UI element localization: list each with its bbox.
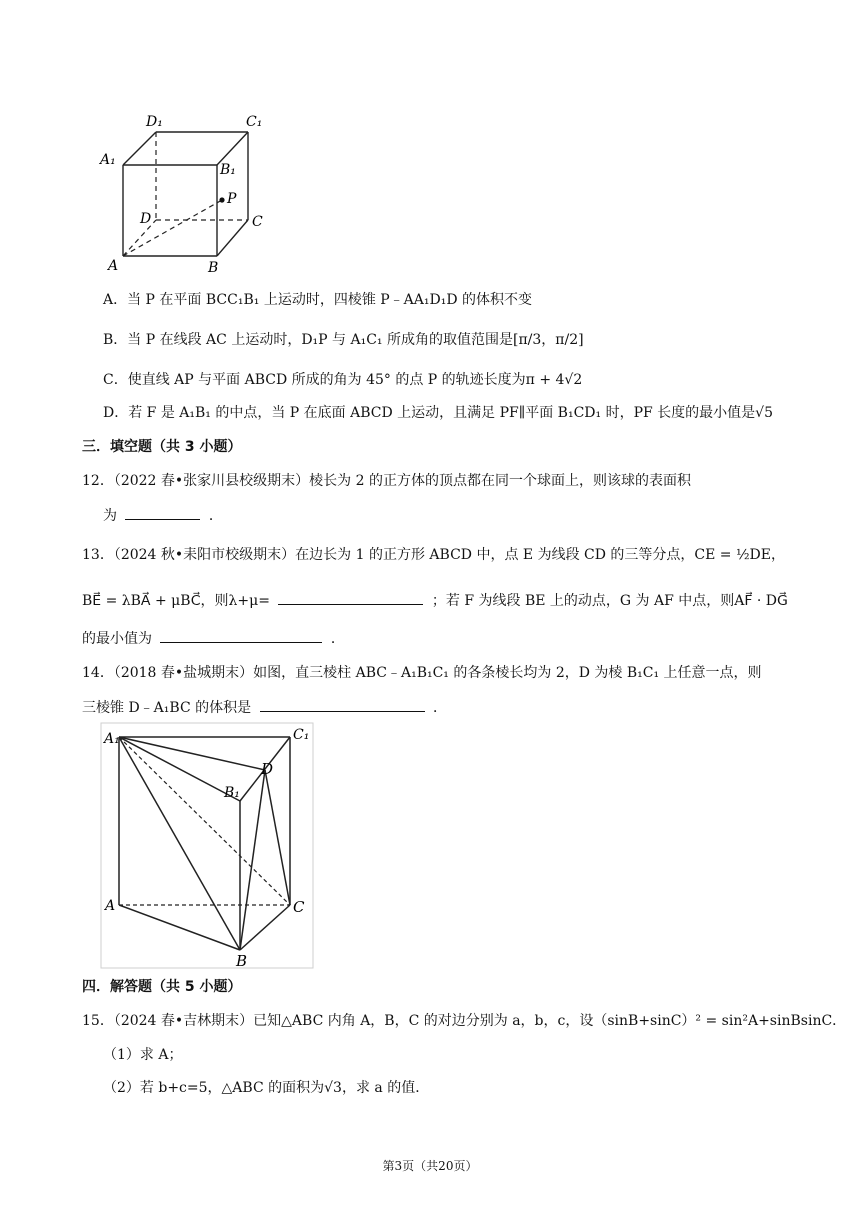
q13-line3-pre: 的最小值为 — [82, 631, 152, 647]
cube-figure — [96, 108, 276, 278]
prism-figure — [100, 722, 315, 970]
label-P: P — [227, 191, 237, 207]
label-B: B — [208, 260, 219, 276]
q15-sub2: （2）若 b+c=5，△ABC 的面积为√3，求 a 的值． — [103, 1080, 430, 1096]
label-B1: B₁ — [220, 162, 236, 178]
q12-suffix: ． — [208, 508, 223, 524]
q11-option-b: B．当 P 在线段 AC 上运动时，D₁P 与 A₁C₁ 所成角的取值范围是[π/3，π/2] — [103, 332, 584, 348]
q12-answer-blank[interactable] — [125, 505, 200, 520]
q11-option-a: A．当 P 在平面 BCC₁B₁ 上运动时，四棱锥 P﹣AA₁D₁D 的体积不变 — [103, 292, 533, 308]
q13-line2-a: BE⃗ = λBA⃗ + μBC⃗，则λ+μ= — [82, 593, 270, 609]
label-A: A — [105, 898, 116, 914]
section-4-heading: 四．解答题（共 5 小题） — [82, 979, 242, 995]
q14-answer-blank[interactable] — [260, 697, 425, 712]
q14-prefix: 三棱锥 D﹣A₁BC 的体积是 — [82, 700, 252, 716]
label-D: D — [261, 760, 274, 778]
label-D1: D₁ — [146, 114, 163, 130]
label-C1: C₁ — [293, 727, 310, 743]
q13-line1: 13．（2024 秋•耒阳市校级期末）在边长为 1 的正方形 ABCD 中，点 E 为线段 CD 的三等分点，CE = ½DE， — [82, 547, 785, 563]
label-A1: A₁ — [104, 731, 120, 747]
q15-line1: 15．（2024 春•吉林期末）已知△ABC 内角 A，B，C 的对边分别为 a，b，c，设（sinB+sinC）² = sin²A+sinBsinC． — [82, 1013, 847, 1029]
label-B: B — [236, 952, 248, 970]
q11-option-c: C．使直线 AP 与平面 ABCD 所成的角为 45° 的点 P 的轨迹长度为π + 4√2 — [103, 372, 583, 388]
q12-line2 — [103, 505, 223, 526]
label-C: C — [252, 214, 263, 230]
label-C: C — [293, 898, 305, 916]
page-footer: 第3页（共20页） — [382, 1159, 478, 1173]
label-B1: B₁ — [224, 785, 240, 801]
q13-line3 — [82, 628, 345, 649]
label-D: D — [140, 211, 152, 227]
q12-prefix: 为 — [103, 508, 117, 524]
q14-line1: 14．（2018 春•盐城期末）如图，直三棱柱 ABC﹣A₁B₁C₁ 的各条棱长均为 2，D 为棱 B₁C₁ 上任意一点，则 — [82, 665, 762, 681]
q13-line2-b: ；若 F 为线段 BE 上的动点，G 为 AF 中点，则AF⃗ · DG⃗ — [431, 593, 788, 609]
q14-suffix: ． — [433, 700, 448, 716]
q14-line2 — [82, 697, 447, 718]
q11-option-d: D．若 F 是 A₁B₁ 的中点，当 P 在底面 ABCD 上运动，且满足 PF∥平面 B₁CD₁ 时，PF 长度的最小值是√5 — [103, 405, 773, 421]
q13-answer-blank-1[interactable] — [278, 590, 423, 605]
label-A: A — [108, 258, 119, 274]
label-A1: A₁ — [100, 152, 116, 168]
q12-line1: 12．（2022 春•张家川县校级期末）棱长为 2 的正方体的顶点都在同一个球面上，则该球的表面积 — [82, 473, 691, 489]
q13-answer-blank-2[interactable] — [160, 628, 322, 643]
q13-line2 — [82, 590, 788, 611]
q13-line3-post: ． — [330, 631, 345, 647]
label-C1: C₁ — [246, 114, 263, 130]
section-3-heading: 三．填空题（共 3 小题） — [82, 439, 242, 455]
q15-sub1: （1）求 A； — [103, 1047, 183, 1063]
